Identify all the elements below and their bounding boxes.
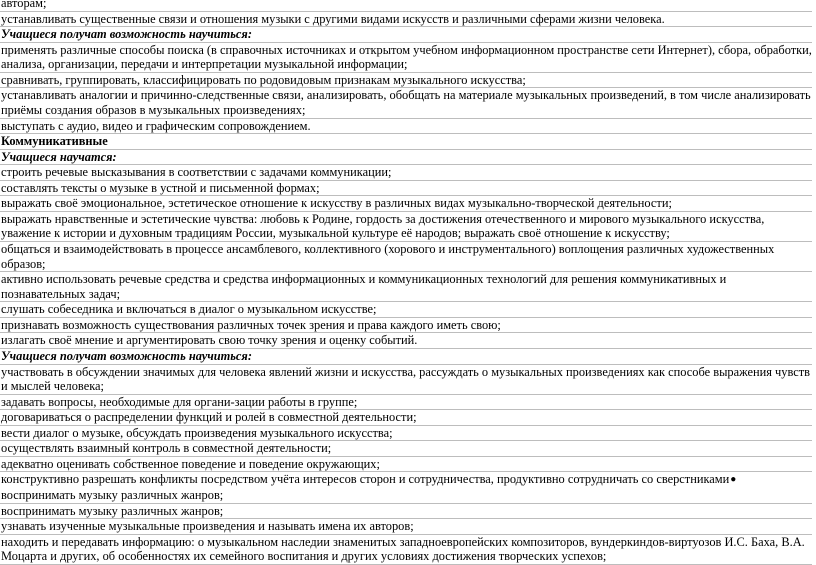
text-line: общаться и взаимодействовать в процессе ансамблевого, коллективного (хорового и инструментального) воплощения различных художественных образов; — [0, 242, 812, 272]
text-line: устанавливать существенные связи и отношения музыки с другими видами искусств и различными сферами жизни человека. — [0, 12, 812, 28]
text-line: адекватно оценивать собственное поведение и поведение окружающих; — [0, 457, 812, 473]
text-line: признавать возможность существования различных точек зрения и права каждого иметь свою; — [0, 318, 812, 334]
text-line: узнавать изученные музыкальные произведения и называть имена их авторов; — [0, 519, 812, 535]
text-line: осуществлять взаимный контроль в совместной деятельности; — [0, 441, 812, 457]
text-line: воспринимать музыку различных жанров; — [0, 504, 812, 520]
text-span: конструктивно разрешать конфликты посредством учёта интересов сторон и сотрудничества, продуктивно сотрудничать со сверстниками — [1, 472, 730, 487]
text-line: вести диалог о музыке, обсуждать произведения музыкального искусства; — [0, 426, 812, 442]
text-line: применять различные способы поиска (в справочных источниках и открытом учебном информационном пространстве сети Интернет), сбора, обработки, анализа, организации, передачи и интерпретации музыкальной информации; — [1, 42, 812, 72]
text-line: выражать своё эмоциональное, эстетическое отношение к искусству в различных видах музыкально-творческой деятельности; — [0, 196, 812, 212]
text-line: задавать вопросы, необходимые для органи-зации работы в группе; — [0, 395, 812, 411]
text-line: активно использовать речевые средства и средства информационных и коммуникационных технологий для решения коммуникативных и познавательных задач; — [0, 272, 812, 302]
section-subheading: Учащиеся получат возможность научиться: — [0, 349, 812, 365]
text-line: выражать нравственные и эстетические чувства: любовь к Родине, гордость за достижения отечественного и мирового музыкального искусства, уважение к истории и духовным традициям России, музыкальной культуре её народов; выражать своё отношение к искусству; — [0, 212, 812, 242]
section-heading: Коммуникативные — [0, 134, 812, 150]
text-span: воспринимать музыку различных жанров; — [1, 488, 224, 502]
text-line: составлять тексты о музыке в устной и письменной формах; — [0, 181, 812, 197]
text-line: сравнивать, группировать, классифицировать по родовидовым признакам музыкального искусства; — [0, 73, 812, 89]
text-line: договариваться о распределении функций и ролей в совместной деятельности; — [0, 410, 812, 426]
text-line: излагать своё мнение и аргументировать свою точку зрения и оценку событий. — [0, 333, 812, 349]
text-line: выступать с аудио, видео и графическим сопровождением. — [0, 119, 812, 135]
text-line — [0, 472, 812, 503]
text-line: участвовать в обсуждении значимых для человека явлений жизни и искусства, рассуждать о музыкальных произведениях как способе выражения чувств и мыслей человека; — [1, 364, 811, 394]
text-line: находить и передавать информацию: о музыкальном наследии знаменитых западноевропейских композиторов, вундеркиндов-виртуозов И.С. Баха, В.А. Моцарта и других, об особенностях их семейного воспитания и других условиях достижения творческих успехов; — [0, 535, 812, 565]
bullet-icon: ● — [730, 474, 737, 486]
text-line: слушать собеседника и включаться в диалог о музыкальном искусстве; — [0, 302, 812, 318]
section-subheading: Учащиеся получат возможность научиться: — [0, 27, 812, 43]
text-line: устанавливать аналогии и причинно-следственные связи, анализировать, обобщать на материале музыкальных произведений, в том числе анализировать приёмы создания образов в музыкальных произведениях; — [1, 88, 811, 117]
section-subheading: Учащиеся научатся: — [0, 150, 812, 166]
text-line: авторам; — [0, 0, 812, 12]
text-line: строить речевые высказывания в соответствии с задачами коммуникации; — [0, 165, 812, 181]
